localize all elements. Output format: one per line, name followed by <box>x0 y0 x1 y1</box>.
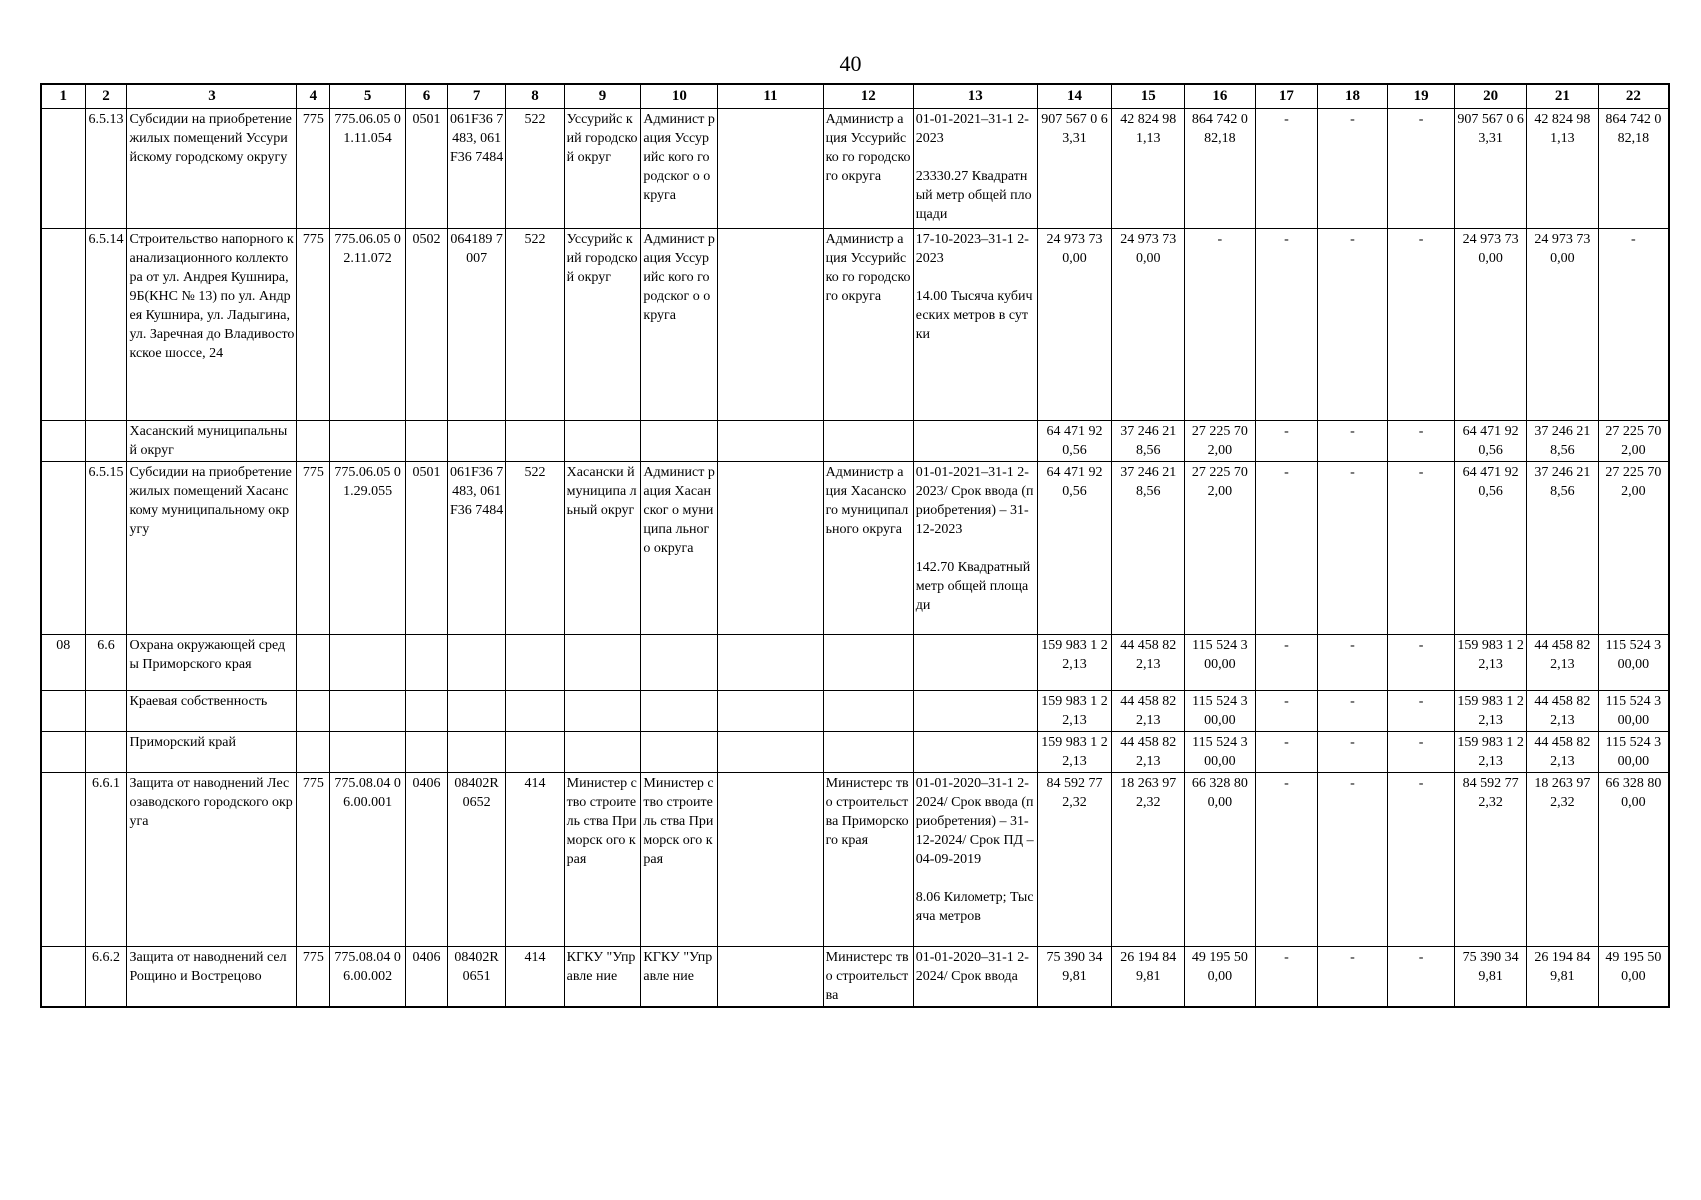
cell-col-20: 907 567 0 63,31 <box>1455 109 1527 229</box>
cell-col-20: 159 983 1 22,13 <box>1455 635 1527 691</box>
cell-col-6: 0501 <box>405 462 447 635</box>
cell-col-21: 44 458 82 2,13 <box>1527 732 1599 773</box>
cell-col-11 <box>718 947 823 1008</box>
cell-col-2: 6.6 <box>85 635 127 691</box>
cell-col-2 <box>85 421 127 462</box>
cell-col-1 <box>41 462 85 635</box>
column-header-4: 4 <box>297 84 330 109</box>
cell-col-7: 061F36 7483, 061F36 7484 <box>447 462 505 635</box>
cell-col-11 <box>718 109 823 229</box>
cell-col-16: 115 524 3 00,00 <box>1185 732 1256 773</box>
cell-col-16: 66 328 80 0,00 <box>1185 773 1256 947</box>
cell-col-18: - <box>1318 732 1388 773</box>
cell-col-4: 775 <box>297 947 330 1008</box>
cell-col-9 <box>564 421 641 462</box>
cell-col-8: 522 <box>506 109 564 229</box>
column-header-22: 22 <box>1598 84 1669 109</box>
cell-col-4: 775 <box>297 773 330 947</box>
cell-col-20: 75 390 34 9,81 <box>1455 947 1527 1008</box>
cell-col-6 <box>405 691 447 732</box>
cell-col-9: КГКУ "Управле ние <box>564 947 641 1008</box>
cell-col-9: Уссурийс кий городской округ <box>564 229 641 421</box>
cell-col-22: 115 524 3 00,00 <box>1598 691 1669 732</box>
cell-col-14: 159 983 1 22,13 <box>1037 691 1112 732</box>
cell-col-15: 42 824 98 1,13 <box>1112 109 1185 229</box>
cell-col-19: - <box>1387 109 1455 229</box>
cell-col-2 <box>85 732 127 773</box>
table-row <box>41 773 1669 947</box>
cell-col-5: 775.06.05 01.29.055 <box>330 462 406 635</box>
cell-col-4: 775 <box>297 462 330 635</box>
cell-col-12: Министерс тво строительст ва <box>823 947 913 1008</box>
cell-col-16: - <box>1185 229 1256 421</box>
cell-col-3: Субсидии на приобретение жилых помещений Уссурийскому городскому округу <box>127 109 297 229</box>
cell-col-1 <box>41 109 85 229</box>
cell-col-10: Админист рация Уссурийс кого городског о округа <box>641 109 718 229</box>
cell-col-12 <box>823 691 913 732</box>
cell-col-20: 84 592 77 2,32 <box>1455 773 1527 947</box>
cell-col-22: 27 225 70 2,00 <box>1598 462 1669 635</box>
budget-table <box>40 83 1670 1008</box>
cell-col-16: 27 225 70 2,00 <box>1185 421 1256 462</box>
cell-col-7: 061F36 7483, 061F36 7484 <box>447 109 505 229</box>
cell-col-11 <box>718 732 823 773</box>
cell-col-16: 115 524 3 00,00 <box>1185 691 1256 732</box>
cell-col-20: 64 471 92 0,56 <box>1455 462 1527 635</box>
cell-col-20: 159 983 1 22,13 <box>1455 691 1527 732</box>
column-header-20: 20 <box>1455 84 1527 109</box>
cell-col-7 <box>447 421 505 462</box>
cell-col-5 <box>330 635 406 691</box>
cell-col-9: Хасански й муниципа льный округ <box>564 462 641 635</box>
cell-col-5: 775.06.05 01.11.054 <box>330 109 406 229</box>
cell-col-6: 0501 <box>405 109 447 229</box>
cell-col-4: 775 <box>297 109 330 229</box>
cell-col-10 <box>641 421 718 462</box>
cell-col-21: 37 246 21 8,56 <box>1527 462 1599 635</box>
cell-col-10: Министер ство строитель ства Приморск ого края <box>641 773 718 947</box>
cell-col-19: - <box>1387 635 1455 691</box>
cell-col-19: - <box>1387 732 1455 773</box>
cell-col-12 <box>823 732 913 773</box>
cell-col-8 <box>506 691 564 732</box>
cell-col-9: Министер ство строитель ства Приморск ого края <box>564 773 641 947</box>
cell-col-15: 26 194 84 9,81 <box>1112 947 1185 1008</box>
cell-col-1 <box>41 947 85 1008</box>
cell-col-19: - <box>1387 773 1455 947</box>
cell-col-21: 44 458 82 2,13 <box>1527 691 1599 732</box>
cell-col-7 <box>447 732 505 773</box>
page-number: 40 <box>839 51 862 76</box>
table-row <box>41 109 1669 229</box>
cell-col-22: 66 328 80 0,00 <box>1598 773 1669 947</box>
cell-col-14: 907 567 0 63,31 <box>1037 109 1112 229</box>
cell-col-2: 6.5.14 <box>85 229 127 421</box>
cell-col-19: - <box>1387 462 1455 635</box>
cell-col-7 <box>447 691 505 732</box>
cell-col-21: 26 194 84 9,81 <box>1527 947 1599 1008</box>
cell-col-19: - <box>1387 947 1455 1008</box>
cell-col-17: - <box>1255 691 1317 732</box>
cell-col-9: Уссурийс кий городской округ <box>564 109 641 229</box>
cell-col-8 <box>506 635 564 691</box>
cell-col-5: 775.08.04 06.00.002 <box>330 947 406 1008</box>
cell-col-6 <box>405 421 447 462</box>
table-row <box>41 462 1669 635</box>
cell-col-12 <box>823 421 913 462</box>
cell-col-17: - <box>1255 732 1317 773</box>
cell-col-6: 0406 <box>405 947 447 1008</box>
cell-col-5: 775.08.04 06.00.001 <box>330 773 406 947</box>
cell-col-18: - <box>1318 229 1388 421</box>
cell-col-13: 01-01-2021–31-1 2-2023 23330.27 Квадратный метр общей площади <box>913 109 1037 229</box>
cell-col-5 <box>330 691 406 732</box>
column-header-12: 12 <box>823 84 913 109</box>
table-row <box>41 691 1669 732</box>
cell-col-9 <box>564 732 641 773</box>
table-row <box>41 947 1669 1008</box>
cell-col-9 <box>564 635 641 691</box>
cell-col-3: Защита от наводнений сел Рощино и Вострецово <box>127 947 297 1008</box>
cell-col-14: 64 471 92 0,56 <box>1037 462 1112 635</box>
cell-col-22: 49 195 50 0,00 <box>1598 947 1669 1008</box>
cell-col-12: Администр ация Уссурийско го городского округа <box>823 109 913 229</box>
column-header-3: 3 <box>127 84 297 109</box>
cell-col-12 <box>823 635 913 691</box>
cell-col-11 <box>718 635 823 691</box>
cell-col-21: 42 824 98 1,13 <box>1527 109 1599 229</box>
cell-col-10: Админист рация Уссурийс кого городског о округа <box>641 229 718 421</box>
cell-col-18: - <box>1318 947 1388 1008</box>
table-row <box>41 635 1669 691</box>
cell-col-10 <box>641 635 718 691</box>
cell-col-1 <box>41 732 85 773</box>
cell-col-16: 49 195 50 0,00 <box>1185 947 1256 1008</box>
cell-col-1: 08 <box>41 635 85 691</box>
cell-col-8 <box>506 421 564 462</box>
cell-col-12: Министерс тво строительст ва Приморско го края <box>823 773 913 947</box>
cell-col-17: - <box>1255 229 1317 421</box>
cell-col-4: 775 <box>297 229 330 421</box>
cell-col-8: 522 <box>506 229 564 421</box>
cell-col-11 <box>718 773 823 947</box>
cell-col-15: 44 458 82 2,13 <box>1112 732 1185 773</box>
cell-col-13: 01-01-2021–31-1 2-2023/ Срок ввода (приобретения) – 31-12-2023 142.70 Квадратный метр общей площади <box>913 462 1037 635</box>
column-header-16: 16 <box>1185 84 1256 109</box>
cell-col-20: 24 973 73 0,00 <box>1455 229 1527 421</box>
cell-col-5 <box>330 732 406 773</box>
cell-col-13: 01-01-2020–31-1 2-2024/ Срок ввода (приобретения) – 31-12-2024/ Срок ПД – 04-09-2019 8.06 Километр; Тысяча метров <box>913 773 1037 947</box>
cell-col-14: 75 390 34 9,81 <box>1037 947 1112 1008</box>
cell-col-21: 24 973 73 0,00 <box>1527 229 1599 421</box>
cell-col-11 <box>718 691 823 732</box>
column-header-17: 17 <box>1255 84 1317 109</box>
table-row <box>41 229 1669 421</box>
cell-col-2: 6.6.2 <box>85 947 127 1008</box>
cell-col-11 <box>718 421 823 462</box>
cell-col-19: - <box>1387 691 1455 732</box>
cell-col-18: - <box>1318 462 1388 635</box>
cell-col-13 <box>913 421 1037 462</box>
cell-col-6: 0502 <box>405 229 447 421</box>
cell-col-6: 0406 <box>405 773 447 947</box>
cell-col-6 <box>405 732 447 773</box>
cell-col-13 <box>913 732 1037 773</box>
table-row <box>41 732 1669 773</box>
cell-col-12: Администр ация Уссурийско го городского округа <box>823 229 913 421</box>
cell-col-11 <box>718 462 823 635</box>
cell-col-22: 115 524 3 00,00 <box>1598 732 1669 773</box>
cell-col-22: 864 742 0 82,18 <box>1598 109 1669 229</box>
cell-col-2: 6.5.15 <box>85 462 127 635</box>
cell-col-3: Строительство напорного канализационного коллектора от ул. Андрея Кушнира, 9Б(КНС № 13) по ул. Андрея Кушнира, ул. Ладыгина,ул. Заречная до Владивостокское шоссе, 24 <box>127 229 297 421</box>
cell-col-10: КГКУ "Управле ние <box>641 947 718 1008</box>
cell-col-3: Хасанский муниципальный округ <box>127 421 297 462</box>
cell-col-15: 24 973 73 0,00 <box>1112 229 1185 421</box>
cell-col-21: 44 458 82 2,13 <box>1527 635 1599 691</box>
cell-col-15: 37 246 21 8,56 <box>1112 462 1185 635</box>
cell-col-10 <box>641 691 718 732</box>
cell-col-19: - <box>1387 229 1455 421</box>
cell-col-3: Субсидии на приобретение жилых помещений Хасанскому муниципальному округу <box>127 462 297 635</box>
cell-col-18: - <box>1318 635 1388 691</box>
cell-col-13: 01-01-2020–31-1 2-2024/ Срок ввода <box>913 947 1037 1008</box>
cell-col-3: Приморский край <box>127 732 297 773</box>
cell-col-22: - <box>1598 229 1669 421</box>
cell-col-8: 522 <box>506 462 564 635</box>
cell-col-2 <box>85 691 127 732</box>
cell-col-11 <box>718 229 823 421</box>
cell-col-17: - <box>1255 462 1317 635</box>
column-header-21: 21 <box>1527 84 1599 109</box>
cell-col-10 <box>641 732 718 773</box>
cell-col-19: - <box>1387 421 1455 462</box>
cell-col-3: Краевая собственность <box>127 691 297 732</box>
cell-col-17: - <box>1255 947 1317 1008</box>
cell-col-18: - <box>1318 773 1388 947</box>
column-header-5: 5 <box>330 84 406 109</box>
column-header-15: 15 <box>1112 84 1185 109</box>
cell-col-18: - <box>1318 109 1388 229</box>
cell-col-17: - <box>1255 635 1317 691</box>
cell-col-1 <box>41 773 85 947</box>
cell-col-12: Администр ация Хасанского муниципал ьного округа <box>823 462 913 635</box>
column-header-14: 14 <box>1037 84 1112 109</box>
cell-col-20: 64 471 92 0,56 <box>1455 421 1527 462</box>
cell-col-8: 414 <box>506 773 564 947</box>
cell-col-21: 18 263 97 2,32 <box>1527 773 1599 947</box>
cell-col-10: Админист рация Хасанског о муниципа льного округа <box>641 462 718 635</box>
cell-col-5 <box>330 421 406 462</box>
cell-col-16: 864 742 0 82,18 <box>1185 109 1256 229</box>
cell-col-18: - <box>1318 691 1388 732</box>
header-row <box>41 84 1669 109</box>
cell-col-4 <box>297 691 330 732</box>
cell-col-16: 115 524 3 00,00 <box>1185 635 1256 691</box>
cell-col-15: 18 263 97 2,32 <box>1112 773 1185 947</box>
column-header-18: 18 <box>1318 84 1388 109</box>
column-header-13: 13 <box>913 84 1037 109</box>
cell-col-14: 159 983 1 22,13 <box>1037 732 1112 773</box>
column-header-19: 19 <box>1387 84 1455 109</box>
table-row <box>41 421 1669 462</box>
cell-col-1 <box>41 691 85 732</box>
table-body <box>41 109 1669 1008</box>
cell-col-15: 37 246 21 8,56 <box>1112 421 1185 462</box>
cell-col-14: 24 973 73 0,00 <box>1037 229 1112 421</box>
cell-col-16: 27 225 70 2,00 <box>1185 462 1256 635</box>
cell-col-18: - <box>1318 421 1388 462</box>
cell-col-7: 08402R 0652 <box>447 773 505 947</box>
cell-col-1 <box>41 229 85 421</box>
cell-col-7: 08402R 0651 <box>447 947 505 1008</box>
cell-col-4 <box>297 732 330 773</box>
cell-col-22: 115 524 3 00,00 <box>1598 635 1669 691</box>
cell-col-3: Охрана окружающей среды Приморского края <box>127 635 297 691</box>
column-header-2: 2 <box>85 84 127 109</box>
cell-col-3: Защита от наводнений Лесозаводского городского округа <box>127 773 297 947</box>
column-header-10: 10 <box>641 84 718 109</box>
cell-col-4 <box>297 635 330 691</box>
cell-col-20: 159 983 1 22,13 <box>1455 732 1527 773</box>
cell-col-17: - <box>1255 421 1317 462</box>
cell-col-2: 6.6.1 <box>85 773 127 947</box>
cell-col-15: 44 458 82 2,13 <box>1112 635 1185 691</box>
cell-col-21: 37 246 21 8,56 <box>1527 421 1599 462</box>
cell-col-15: 44 458 82 2,13 <box>1112 691 1185 732</box>
cell-col-13 <box>913 691 1037 732</box>
cell-col-13 <box>913 635 1037 691</box>
cell-col-7: 064189 7007 <box>447 229 505 421</box>
cell-col-8 <box>506 732 564 773</box>
cell-col-22: 27 225 70 2,00 <box>1598 421 1669 462</box>
cell-col-9 <box>564 691 641 732</box>
column-header-1: 1 <box>41 84 85 109</box>
cell-col-14: 64 471 92 0,56 <box>1037 421 1112 462</box>
cell-col-5: 775.06.05 02.11.072 <box>330 229 406 421</box>
column-header-8: 8 <box>506 84 564 109</box>
column-header-7: 7 <box>447 84 505 109</box>
column-header-9: 9 <box>564 84 641 109</box>
cell-col-2: 6.5.13 <box>85 109 127 229</box>
cell-col-17: - <box>1255 773 1317 947</box>
cell-col-6 <box>405 635 447 691</box>
cell-col-14: 84 592 77 2,32 <box>1037 773 1112 947</box>
column-header-6: 6 <box>405 84 447 109</box>
cell-col-13: 17-10-2023–31-1 2-2023 14.00 Тысяча кубических метров в сутки <box>913 229 1037 421</box>
cell-col-7 <box>447 635 505 691</box>
cell-col-8: 414 <box>506 947 564 1008</box>
cell-col-4 <box>297 421 330 462</box>
cell-col-14: 159 983 1 22,13 <box>1037 635 1112 691</box>
column-header-11: 11 <box>718 84 823 109</box>
cell-col-17: - <box>1255 109 1317 229</box>
cell-col-1 <box>41 421 85 462</box>
